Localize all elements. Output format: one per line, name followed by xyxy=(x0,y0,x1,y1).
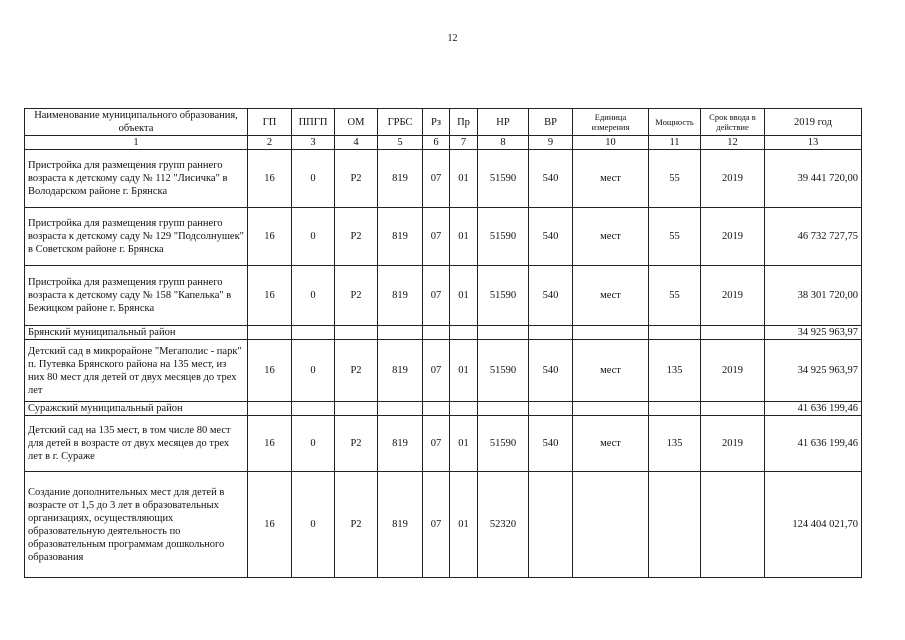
object-row xyxy=(25,416,862,472)
header-grbs: ГРБС xyxy=(378,109,423,136)
nr-cell: 51590 xyxy=(478,208,529,266)
grbs-cell: 819 xyxy=(378,416,423,472)
gp-cell: 16 xyxy=(248,472,292,578)
header-term: Срок ввода в действие xyxy=(701,109,765,136)
grbs-cell: 819 xyxy=(378,266,423,326)
unit-cell: мест xyxy=(573,340,649,402)
vr-cell: 540 xyxy=(529,416,573,472)
vr-cell: 540 xyxy=(529,340,573,402)
header-pr: Пр xyxy=(450,109,478,136)
unit-cell: мест xyxy=(573,266,649,326)
amount-cell: 46 732 727,75 xyxy=(765,208,862,266)
group-row xyxy=(25,326,862,340)
pr-cell: 01 xyxy=(450,340,478,402)
nr-cell: 51590 xyxy=(478,416,529,472)
object-name: Создание дополнительных мест для детей в возрасте от 1,5 до 3 лет в образовательных организациях, осуществляющих образовательную деятельность по образовательным программам дошкольного образования xyxy=(25,472,248,578)
nr-cell: 52320 xyxy=(478,472,529,578)
vr-cell xyxy=(529,472,573,578)
pr-cell: 01 xyxy=(450,150,478,208)
object-row xyxy=(25,472,862,578)
object-row xyxy=(25,340,862,402)
pgp-cell: 0 xyxy=(292,340,335,402)
header-power: Мощность xyxy=(649,109,701,136)
column-number: 11 xyxy=(649,136,701,150)
om-cell: P2 xyxy=(335,208,378,266)
power-cell: 135 xyxy=(649,416,701,472)
gp-cell: 16 xyxy=(248,150,292,208)
grbs-cell: 819 xyxy=(378,150,423,208)
pr-cell: 01 xyxy=(450,208,478,266)
group-amount: 34 925 963,97 xyxy=(765,326,862,340)
column-number: 3 xyxy=(292,136,335,150)
term-cell: 2019 xyxy=(701,208,765,266)
pgp-cell: 0 xyxy=(292,150,335,208)
power-cell xyxy=(649,472,701,578)
power-cell: 135 xyxy=(649,340,701,402)
column-number: 12 xyxy=(701,136,765,150)
power-cell: 55 xyxy=(649,266,701,326)
pr-cell: 01 xyxy=(450,472,478,578)
term-cell: 2019 xyxy=(701,340,765,402)
column-number: 9 xyxy=(529,136,573,150)
header-year: 2019 год xyxy=(765,109,862,136)
vr-cell: 540 xyxy=(529,208,573,266)
power-cell: 55 xyxy=(649,208,701,266)
rz-cell: 07 xyxy=(423,472,450,578)
nr-cell: 51590 xyxy=(478,266,529,326)
column-number: 8 xyxy=(478,136,529,150)
object-name: Пристройка для размещения групп раннего возраста к детскому саду № 112 "Лисичка" в Володарском районе г. Брянска xyxy=(25,150,248,208)
object-name: Пристройка для размещения групп раннего возраста к детскому саду № 158 "Капелька" в Бежицком районе г. Брянска xyxy=(25,266,248,326)
amount-cell: 39 441 720,00 xyxy=(765,150,862,208)
pgp-cell: 0 xyxy=(292,416,335,472)
header-nr: НР xyxy=(478,109,529,136)
rz-cell: 07 xyxy=(423,150,450,208)
unit-cell: мест xyxy=(573,416,649,472)
column-number: 6 xyxy=(423,136,450,150)
rz-cell: 07 xyxy=(423,340,450,402)
pr-cell: 01 xyxy=(450,416,478,472)
om-cell: P2 xyxy=(335,150,378,208)
header-name: Наименование муниципального образования, объекта xyxy=(25,109,248,136)
budget-table xyxy=(24,108,862,578)
grbs-cell: 819 xyxy=(378,340,423,402)
header-rz: Рз xyxy=(423,109,450,136)
column-number: 7 xyxy=(450,136,478,150)
column-number: 13 xyxy=(765,136,862,150)
column-number: 4 xyxy=(335,136,378,150)
rz-cell: 07 xyxy=(423,416,450,472)
rz-cell: 07 xyxy=(423,208,450,266)
group-row xyxy=(25,402,862,416)
amount-cell: 41 636 199,46 xyxy=(765,416,862,472)
om-cell: P2 xyxy=(335,340,378,402)
pgp-cell: 0 xyxy=(292,266,335,326)
om-cell: P2 xyxy=(335,416,378,472)
vr-cell: 540 xyxy=(529,150,573,208)
amount-cell: 38 301 720,00 xyxy=(765,266,862,326)
object-row xyxy=(25,266,862,326)
object-name: Детский сад в микрорайоне "Мегаполис - парк" п. Путевка Брянского района на 135 мест, из них 80 мест для детей от двух месяцев до трех лет xyxy=(25,340,248,402)
gp-cell: 16 xyxy=(248,208,292,266)
group-name: Брянский муниципальный район xyxy=(25,326,248,340)
column-number-row xyxy=(25,136,862,150)
nr-cell: 51590 xyxy=(478,340,529,402)
object-row xyxy=(25,150,862,208)
header-unit: Единица измерения xyxy=(573,109,649,136)
om-cell: P2 xyxy=(335,472,378,578)
header-row xyxy=(25,109,862,136)
grbs-cell: 819 xyxy=(378,208,423,266)
term-cell xyxy=(701,472,765,578)
om-cell: P2 xyxy=(335,266,378,326)
header-om: ОМ xyxy=(335,109,378,136)
unit-cell: мест xyxy=(573,150,649,208)
gp-cell: 16 xyxy=(248,266,292,326)
header-pgp: ППГП xyxy=(292,109,335,136)
amount-cell: 34 925 963,97 xyxy=(765,340,862,402)
header-gp: ГП xyxy=(248,109,292,136)
pgp-cell: 0 xyxy=(292,208,335,266)
pr-cell: 01 xyxy=(450,266,478,326)
nr-cell: 51590 xyxy=(478,150,529,208)
object-name: Пристройка для размещения групп раннего возраста к детскому саду № 129 "Подсолнушек" в Советском районе г. Брянска xyxy=(25,208,248,266)
column-number: 5 xyxy=(378,136,423,150)
term-cell: 2019 xyxy=(701,266,765,326)
unit-cell: мест xyxy=(573,208,649,266)
group-name: Суражский муниципальный район xyxy=(25,402,248,416)
column-number: 10 xyxy=(573,136,649,150)
group-amount: 41 636 199,46 xyxy=(765,402,862,416)
gp-cell: 16 xyxy=(248,340,292,402)
grbs-cell: 819 xyxy=(378,472,423,578)
power-cell: 55 xyxy=(649,150,701,208)
header-vr: ВР xyxy=(529,109,573,136)
amount-cell: 124 404 021,70 xyxy=(765,472,862,578)
vr-cell: 540 xyxy=(529,266,573,326)
pgp-cell: 0 xyxy=(292,472,335,578)
term-cell: 2019 xyxy=(701,150,765,208)
unit-cell xyxy=(573,472,649,578)
object-row xyxy=(25,208,862,266)
rz-cell: 07 xyxy=(423,266,450,326)
term-cell: 2019 xyxy=(701,416,765,472)
object-name: Детский сад на 135 мест, в том числе 80 мест для детей в возрасте от двух месяцев до трех лет в г. Сураже xyxy=(25,416,248,472)
gp-cell: 16 xyxy=(248,416,292,472)
column-number: 1 xyxy=(25,136,248,150)
column-number: 2 xyxy=(248,136,292,150)
page-number: 12 xyxy=(447,33,458,44)
